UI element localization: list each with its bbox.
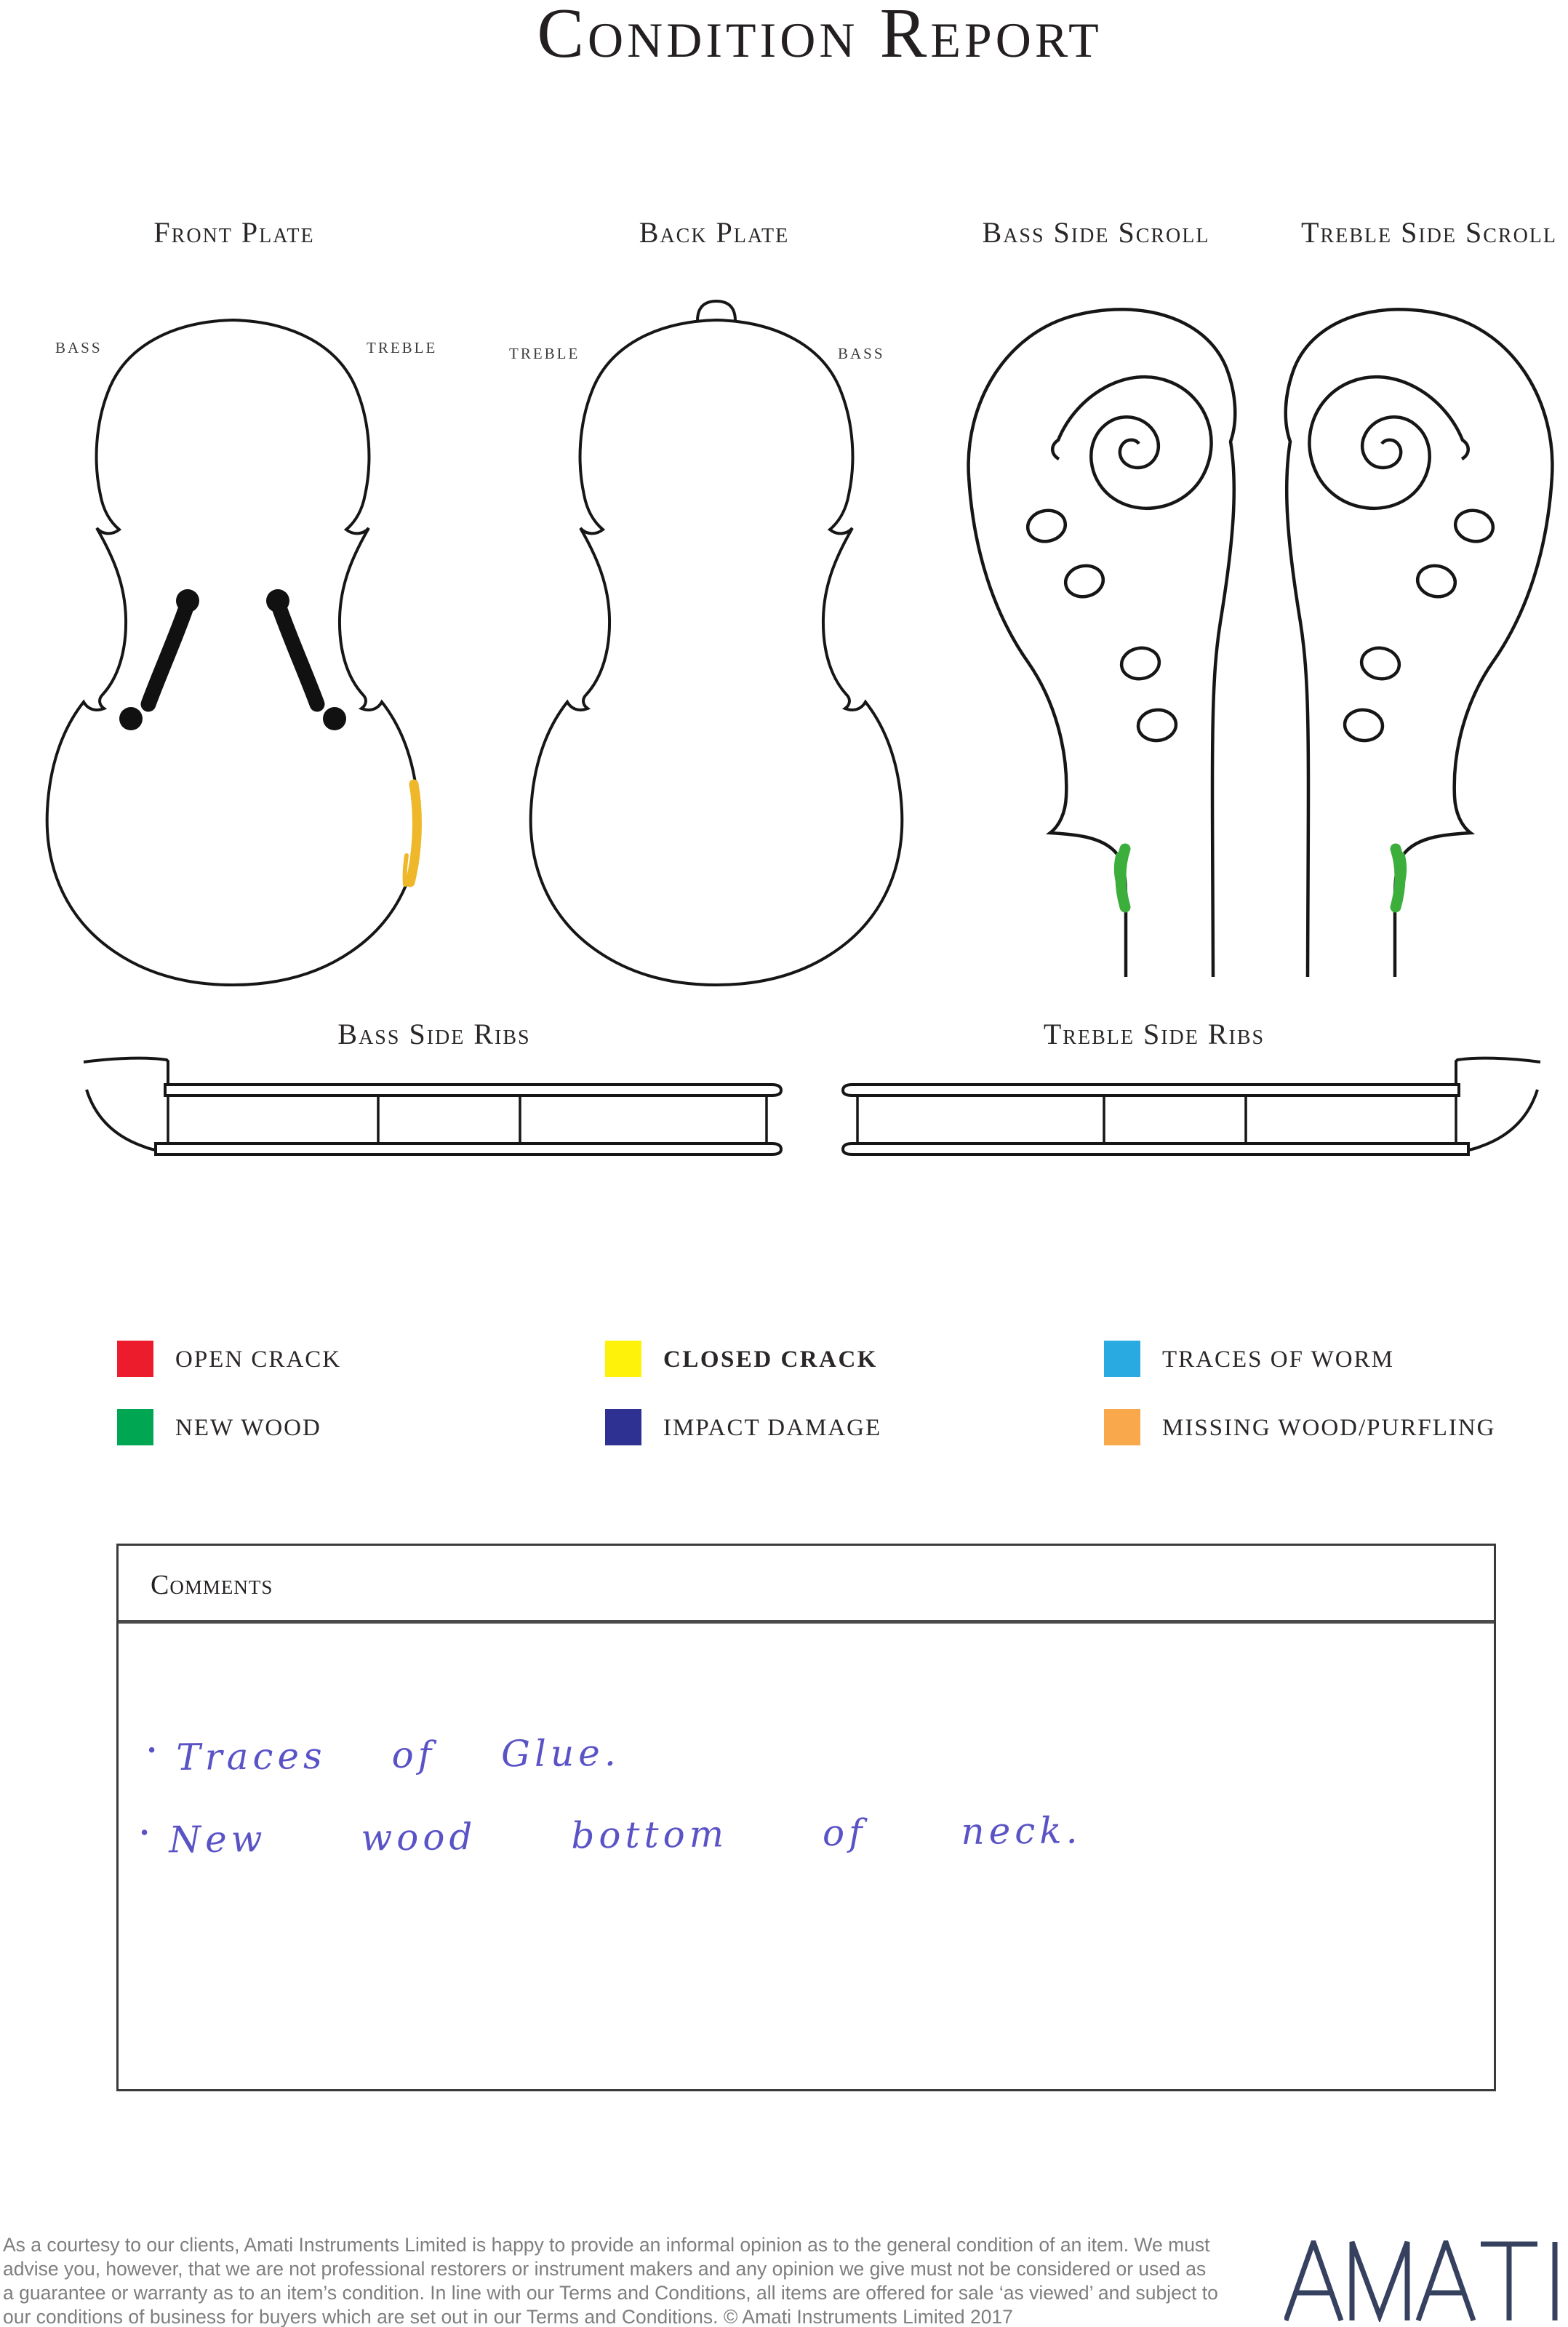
front-plate-heading: Front Plate: [153, 216, 315, 249]
closed-crack-mark: [405, 784, 417, 885]
footer-line: a guarantee or warranty as to an item’s condition. In line with our Terms and Conditions, all items are offered for sale ‘as viewed’ and subject to: [3, 2282, 1218, 2304]
legend-label: CLOSED CRACK: [663, 1346, 878, 1373]
comment-text: New wood bottom of neck.: [169, 1809, 1082, 1861]
handwritten-comment: [146, 1732, 620, 1779]
front-plate-treble-label: TREBLE: [367, 339, 438, 356]
footer-line: our conditions of business for buyers which are set out in our Terms and Conditions. © Amati Instruments Limited 2017: [3, 2306, 1013, 2327]
new-wood-swatch: [117, 1409, 153, 1445]
legend-label: TRACES OF WORM: [1162, 1346, 1394, 1373]
legend-label: NEW WOOD: [175, 1415, 321, 1441]
comment-text: Traces of Glue.: [176, 1731, 620, 1779]
handwritten-comment: [139, 1809, 1082, 1861]
page-title: Condition Report: [537, 0, 1103, 72]
impact-damage-swatch: [605, 1409, 641, 1445]
front-plate-bass-label: BASS: [55, 339, 103, 356]
treble-scroll-diagram: [1249, 286, 1555, 977]
comments-heading: Comments: [151, 1570, 273, 1600]
back-plate-diagram: [513, 288, 920, 988]
comments-box: [116, 1544, 1496, 2091]
legend-label: IMPACT DAMAGE: [663, 1415, 882, 1441]
open-crack-swatch: [117, 1341, 153, 1377]
treble-ribs-heading: Treble Side Ribs: [1043, 1018, 1265, 1050]
bass-ribs-diagram: [76, 1050, 804, 1156]
bass-ribs-heading: Bass Side Ribs: [337, 1018, 531, 1050]
back-plate-heading: Back Plate: [639, 216, 790, 249]
bullet-point: •: [145, 1740, 158, 1763]
treble-ribs-diagram: [820, 1050, 1548, 1156]
back-plate-bass-label: BASS: [838, 345, 885, 362]
legend-label: OPEN CRACK: [175, 1346, 342, 1373]
bullet-point: •: [138, 1822, 151, 1845]
closed-crack-swatch: [605, 1341, 641, 1377]
footer-line: As a courtesy to our clients, Amati Instruments Limited is happy to provide an informal opinion as to the general condition of an item. We must: [3, 2234, 1210, 2256]
missing-wood-swatch: [1104, 1409, 1140, 1445]
legend-label: MISSING WOOD/PURFLING: [1162, 1415, 1496, 1441]
front-plate-diagram: [29, 304, 436, 988]
treble-scroll-heading: Treble Side Scroll: [1300, 216, 1558, 249]
back-plate-treble-label: TREBLE: [509, 345, 580, 362]
comments-header: [119, 1546, 1494, 1624]
traces-of-worm-swatch: [1104, 1341, 1140, 1377]
footer-disclaimer: [3, 2233, 1312, 2327]
back-plate-button: [697, 301, 735, 321]
footer-line: advise you, however, that we are not professional restorers or instrument makers and any opinion we give must not be considered or used as: [3, 2258, 1207, 2280]
bass-scroll-heading: Bass Side Scroll: [982, 216, 1210, 249]
bass-scroll-diagram: [966, 286, 1271, 977]
amati-logo: [1284, 2240, 1568, 2322]
